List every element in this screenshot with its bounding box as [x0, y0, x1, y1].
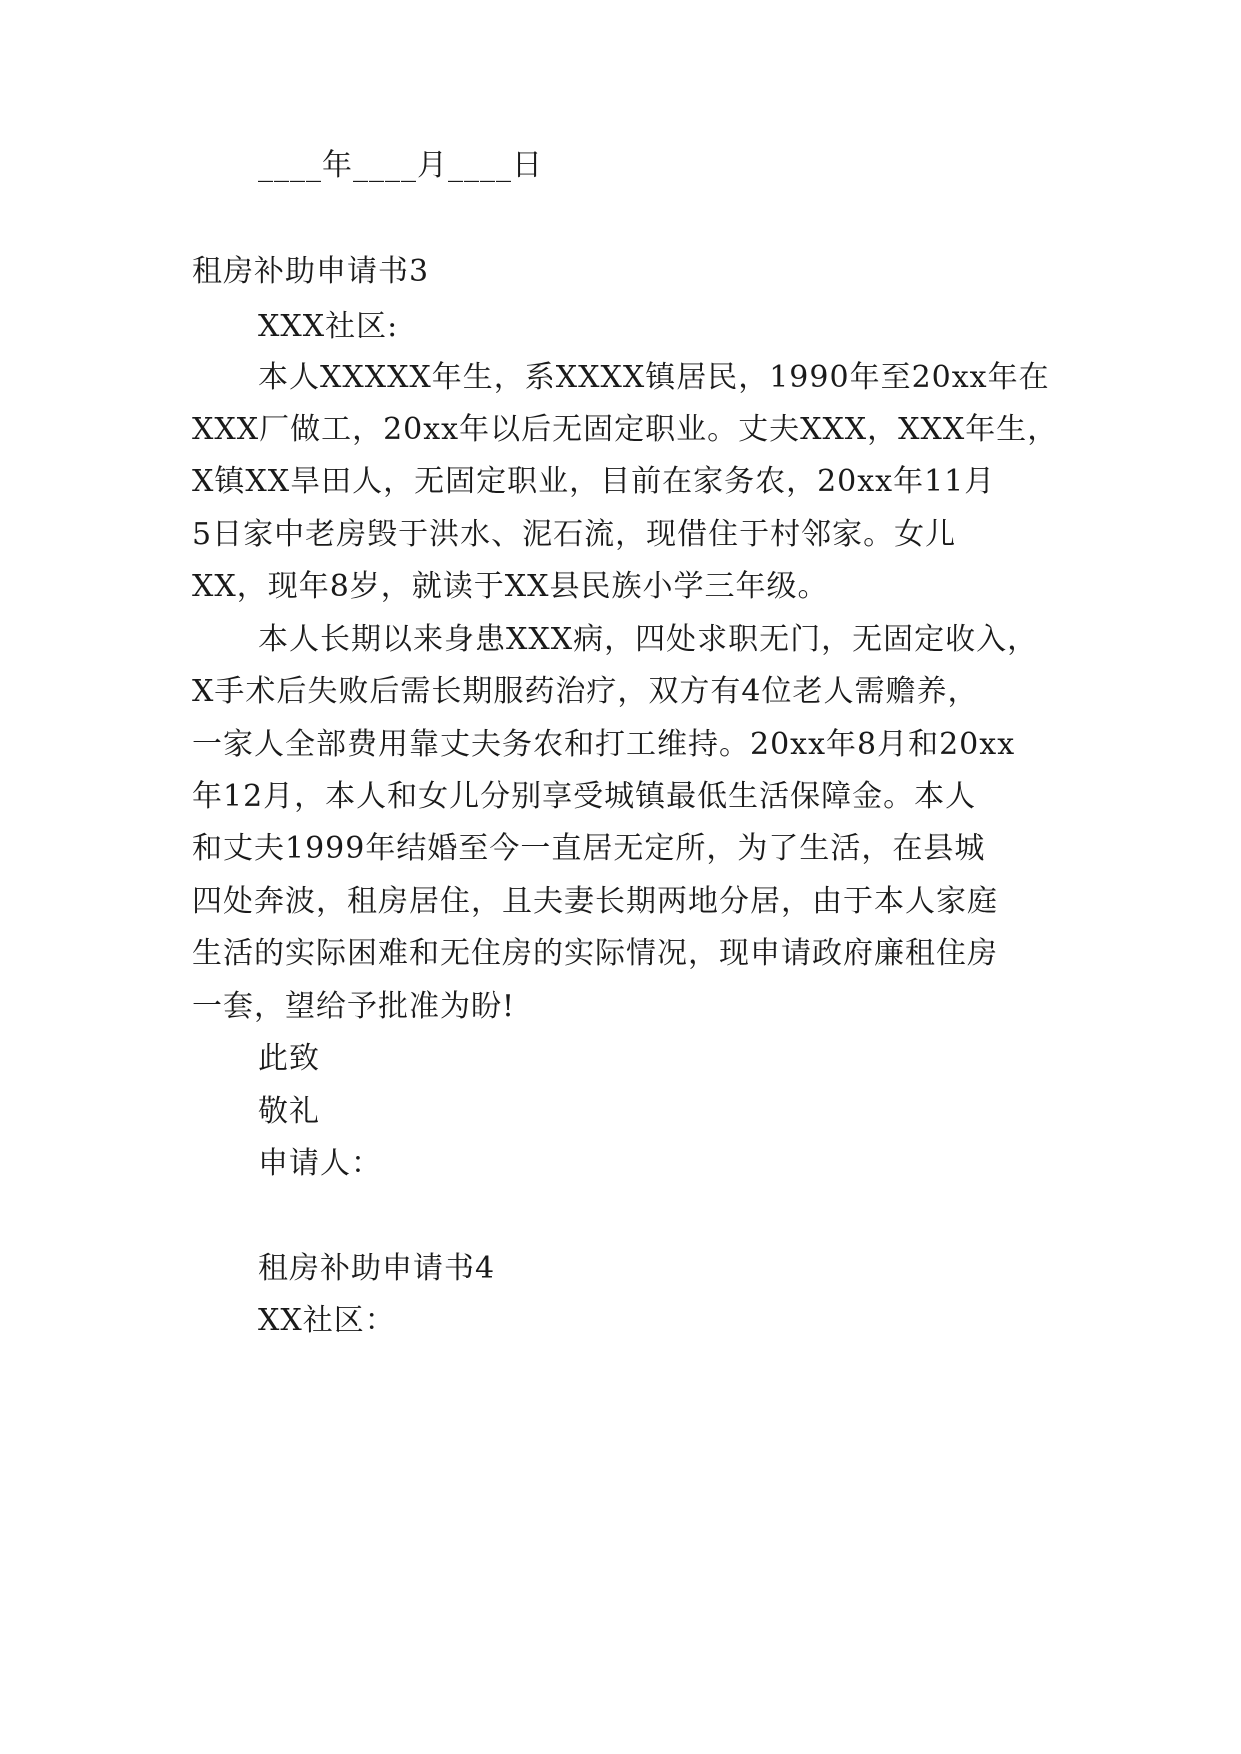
section3-para1-line1: 本人XXXXX年生，系XXXX镇居民，1990年至20xx年在	[258, 360, 1050, 395]
section3-para2-line2: X手术后失败后需长期服药治疗，双方有4位老人需赡养，	[192, 674, 979, 709]
section3-para2-line1: 本人长期以来身患XXX病，四处求职无门，无固定收入，	[258, 622, 1039, 657]
section3-para2-line7: 生活的实际困难和无住房的实际情况，现申请政府廉租住房	[192, 936, 998, 971]
section3-para1-line4: 5日家中老房毁于洪水、泥石流，现借住于村邻家。女儿	[192, 517, 957, 552]
section3-title: 租房补助申请书3	[192, 254, 430, 289]
applicant-label: 申请人：	[258, 1146, 382, 1181]
section3-para2-line8: 一套，望给予批准为盼!	[192, 989, 516, 1024]
section3-para2-line4: 年12月，本人和女儿分别享受城镇最低生活保障金。本人	[192, 779, 977, 814]
section4-salutation: XX社区：	[258, 1303, 396, 1338]
closing-cizhi: 此致	[258, 1041, 320, 1076]
section3-para2-line3: 一家人全部费用靠丈夫务农和打工维持。20xx年8月和20xx	[192, 727, 1016, 762]
closing-jingli: 敬礼	[258, 1094, 320, 1129]
section3-para1-line5: XX，现年8岁，就读于XX县民族小学三年级。	[192, 569, 829, 604]
section3-para1-line2: XXX厂做工，20xx年以后无固定职业。丈夫XXX，XXX年生，	[192, 412, 1059, 447]
section3-para2-line6: 四处奔波，租房居住，且夫妻长期两地分居，由于本人家庭	[192, 884, 998, 919]
date-line: ____年____月____日	[258, 148, 543, 183]
section3-para2-line5: 和丈夫1999年结婚至今一直居无定所，为了生活，在县城	[192, 831, 986, 866]
section4-title: 租房补助申请书4	[258, 1251, 496, 1286]
section3-para1-line3: X镇XX旱田人，无固定职业，目前在家务农，20xx年11月	[192, 464, 996, 499]
section3-salutation: XXX社区:	[258, 309, 399, 344]
